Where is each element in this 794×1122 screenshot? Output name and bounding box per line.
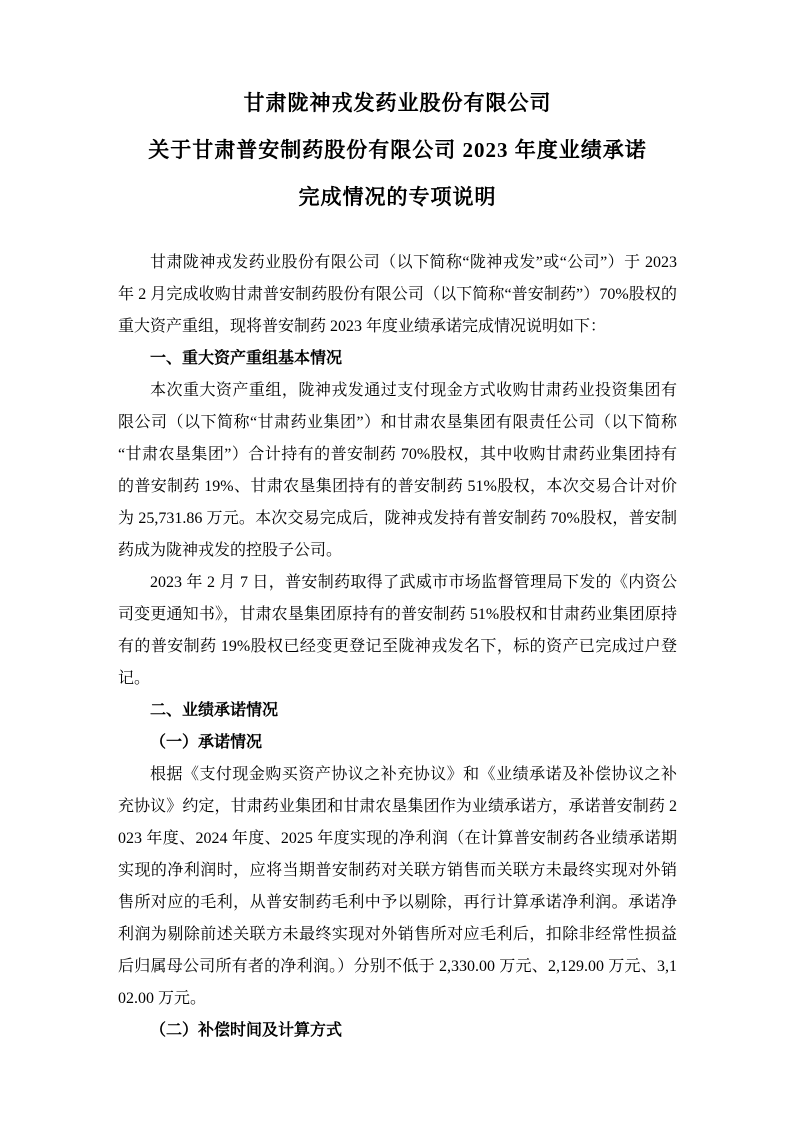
paragraph-ownership-transfer: 2023 年 2 月 7 日，普安制药取得了武威市市场监督管理局下发的《内资公司变更通知书》，甘肃农垦集团原持有的普安制药 51%股权和甘肃药业集团原持有的普安制药 19%股权已经变更登记至陇神戎发名下，标的资产已完成过户登记。: [118, 574, 677, 687]
title-line-company: 甘肃陇神戎发药业股份有限公司: [243, 91, 552, 115]
heading-subsection-2-2-compensation: （二）补偿时间及计算方式: [150, 1022, 343, 1039]
heading-section-1-restructuring: 一、重大资产重组基本情况: [150, 350, 343, 367]
title-line-statement: 完成情况的专项说明: [298, 185, 497, 209]
heading-subsection-2-1-commitment: （一）承诺情况: [150, 734, 263, 751]
paragraph-restructuring-details: 本次重大资产重组，陇神戎发通过支付现金方式收购甘肃药业投资集团有限公司（以下简称“甘肃药业集团”）和甘肃农垦集团有限责任公司（以下简称“甘肃农垦集团”）合计持有的普安制药 70%股权，其中收购甘肃药业集团持有的普安制药 19%、甘肃农垦集团持有的普安制药 51%股权，本次交易合计对价为 25,731.86 万元。本次交易完成后，陇神戎发持有普安制药 70%股权，普安制药成为陇神戎发的控股子公司。: [118, 382, 677, 559]
intro-paragraph: 甘肃陇神戎发药业股份有限公司（以下简称“陇神戎发”或“公司”）于 2023 年 2 月完成收购甘肃普安制药股份有限公司（以下简称“普安制药”）70%股权的重大资产重组，现将普安制药 2023 年度业绩承诺完成情况说明如下：: [118, 254, 677, 335]
document-title: [118, 80, 677, 221]
paragraph-commitment-details: 根据《支付现金购买资产协议之补充协议》和《业绩承诺及补偿协议之补充协议》约定，甘肃药业集团和甘肃农垦集团作为业绩承诺方，承诺普安制药 2023 年度、2024 年度、2025 年度实现的净利润（在计算普安制药各业绩承诺期实现的净利润时，应将当期普安制药对关联方销售而关联方未最终实现对外销售所对应的毛利，从普安制药毛利中予以剔除，再行计算承诺净利润。承诺净利润为剔除前述关联方未最终实现对外销售所对应毛利后，扣除非经常性损益后归属母公司所有者的净利润。）分别不低于 2,330.00 万元、2,129.00 万元、3,102.00 万元。: [118, 766, 677, 1007]
heading-section-2-performance-commitment: 二、业绩承诺情况: [150, 702, 279, 719]
title-line-subject: 关于甘肃普安制药股份有限公司 2023 年度业绩承诺: [148, 138, 647, 162]
